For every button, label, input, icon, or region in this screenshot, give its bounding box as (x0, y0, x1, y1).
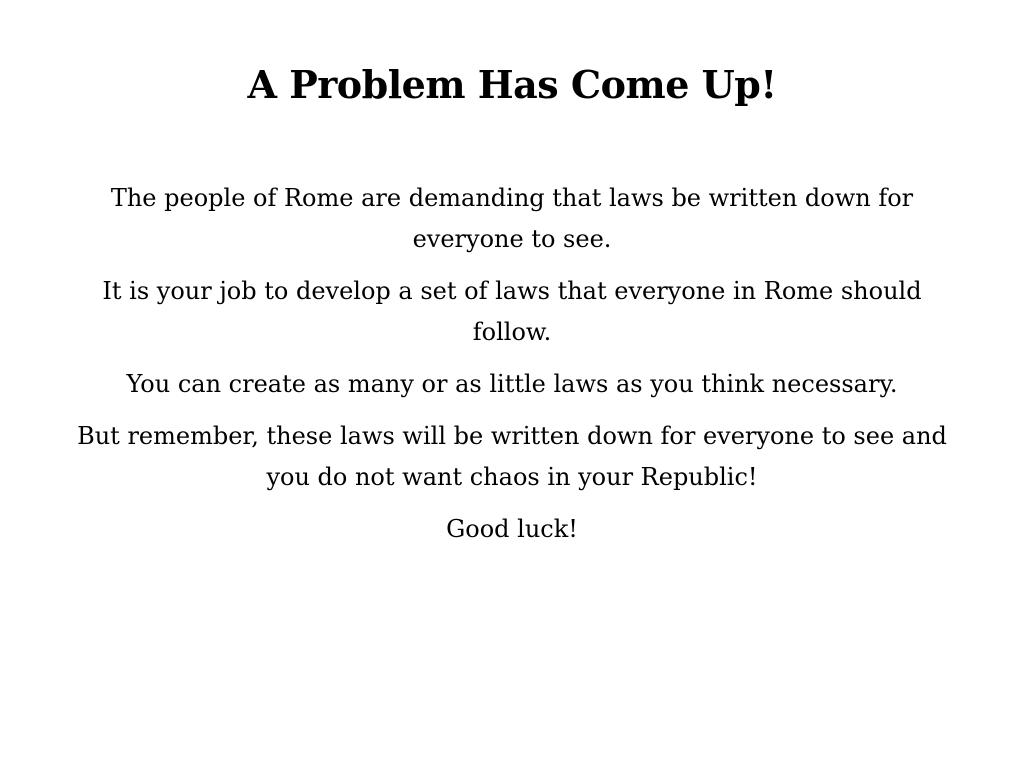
paragraph-warning: But remember, these laws will be written down for everyone to see and you do not want chaos in your Republic! (77, 422, 947, 491)
paragraph-good-luck: Good luck! (446, 515, 578, 543)
slide-title: A Problem Has Come Up! (247, 62, 777, 107)
slide-body (76, 178, 948, 561)
paragraph-quantity: You can create as many or as little laws as you think necessary. (126, 370, 898, 398)
paragraph-demand: The people of Rome are demanding that laws be written down for everyone to see. (110, 184, 914, 253)
paragraph-task: It is your job to develop a set of laws that everyone in Rome should follow. (102, 277, 922, 346)
